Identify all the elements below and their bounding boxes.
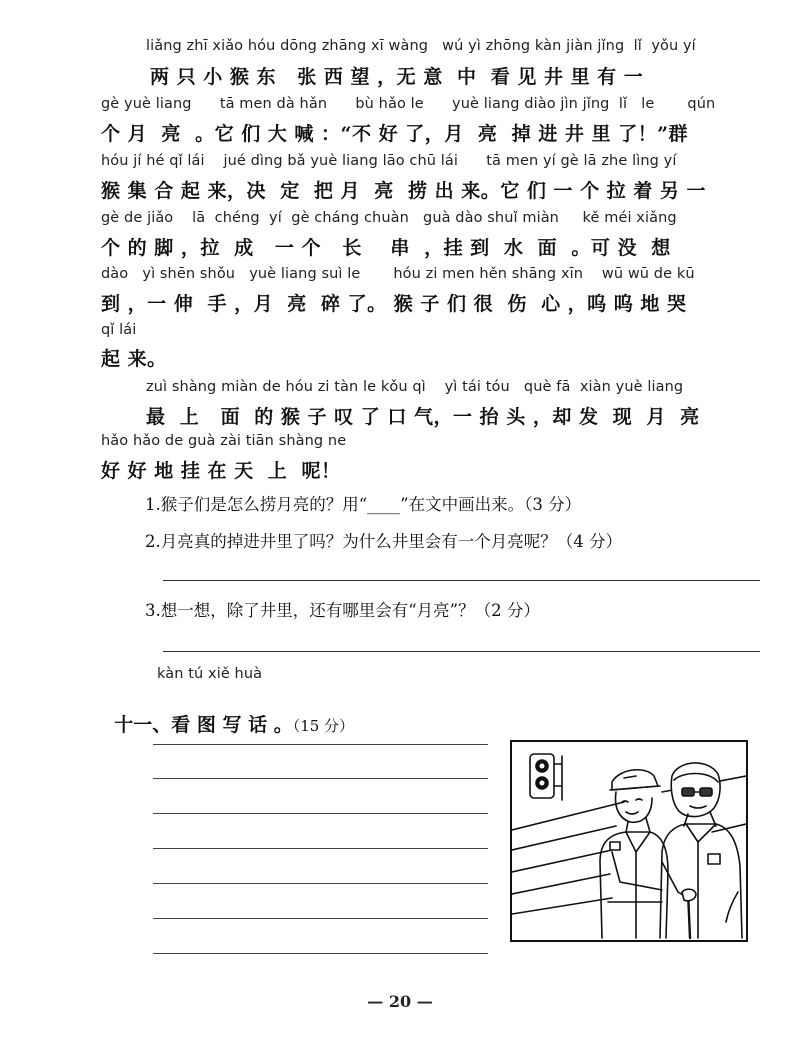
pinyin-line-2: gè yuè liang tā men dà hǎn bù hǎo le yuè liang diào jìn jǐng lǐ le qún [101,96,716,112]
page-number: — 20 — [367,992,433,1011]
pinyin-line-7: zuì shàng miàn de hóu zi tàn le kǒu qì yì tái tóu què fā xiàn yuè liang [146,379,684,395]
hanzi-line-3: 猴 集 合 起 来，决 定 把 月 亮 捞 出 来。它 们 一 个 拉 着 另 一 [101,180,707,202]
hanzi-line-7: 最 上 面 的 猴 子 叹 了 口 气，一 抬 头 ，却 发 现 月 亮 [146,406,700,428]
hanzi-line-1: 两 只 小 猴 东 张 西 望 ，无 意 中 看 见 井 里 有 一 [150,66,644,88]
section-11-title-text: 十一、看 图 写 话 。 [114,714,293,736]
writing-line-4[interactable] [153,848,488,849]
question-1: 1.猴子们是怎么捞月亮的？用“____”在文中画出来。（3 分） [145,495,582,514]
hanzi-line-4: 个 的 脚 ，拉 成 一 个 长 串 ，挂 到 水 面 。可 没 想 [101,237,671,259]
pinyin-line-1: liǎng zhī xiǎo hóu dōng zhāng xī wàng wú yì zhōng kàn jiàn jǐng lǐ yǒu yí [146,38,696,54]
writing-line-2[interactable] [153,778,488,779]
hanzi-line-5: 到 ，一 伸 手 ，月 亮 碎 了。 猴 子 们 很 伤 心 ，呜 呜 地 哭 [101,293,687,315]
pinyin-line-5: dào yì shēn shǒu yuè liang suì le hóu zi men hěn shāng xīn wū wū de kū [101,266,695,282]
pinyin-line-8: hǎo hǎo de guà zài tiān shàng ne [101,433,347,449]
police-officer-helping-elderly-man-icon [512,742,746,940]
pinyin-line-4: gè de jiǎo lā chéng yí gè cháng chuàn guà dào shuǐ miàn kě méi xiǎng [101,210,677,226]
section-11-title [101,688,354,737]
answer-line-q2[interactable] [163,580,760,581]
section-11-score: （15 分） [292,717,355,735]
writing-line-6[interactable] [153,918,488,919]
hanzi-line-2: 个 月 亮 。它 们 大 喊 ：“不 好 了，月 亮 掉 进 井 里 了！”群 [101,123,689,145]
illustration-frame [510,740,748,942]
question-3: 3.想一想，除了井里，还有哪里会有“月亮”？（2 分） [145,601,540,620]
pinyin-line-6: qǐ lái [101,322,137,338]
writing-line-1[interactable] [153,744,488,745]
writing-line-7[interactable] [153,953,488,954]
pinyin-line-3: hóu jí hé qǐ lái jué dìng bǎ yuè liang lāo chū lái tā men yí gè lā zhe lìng yí [101,153,677,169]
hanzi-line-8: 好 好 地 挂 在 天 上 呢！ [101,460,341,482]
question-2: 2.月亮真的掉进井里了吗？为什么井里会有一个月亮呢？（4 分） [145,532,622,551]
hanzi-line-6: 起 来。 [101,348,167,370]
answer-line-q3[interactable] [163,651,760,652]
writing-line-5[interactable] [153,883,488,884]
writing-line-3[interactable] [153,813,488,814]
section-11-pinyin: kàn tú xiě huà [157,666,263,682]
